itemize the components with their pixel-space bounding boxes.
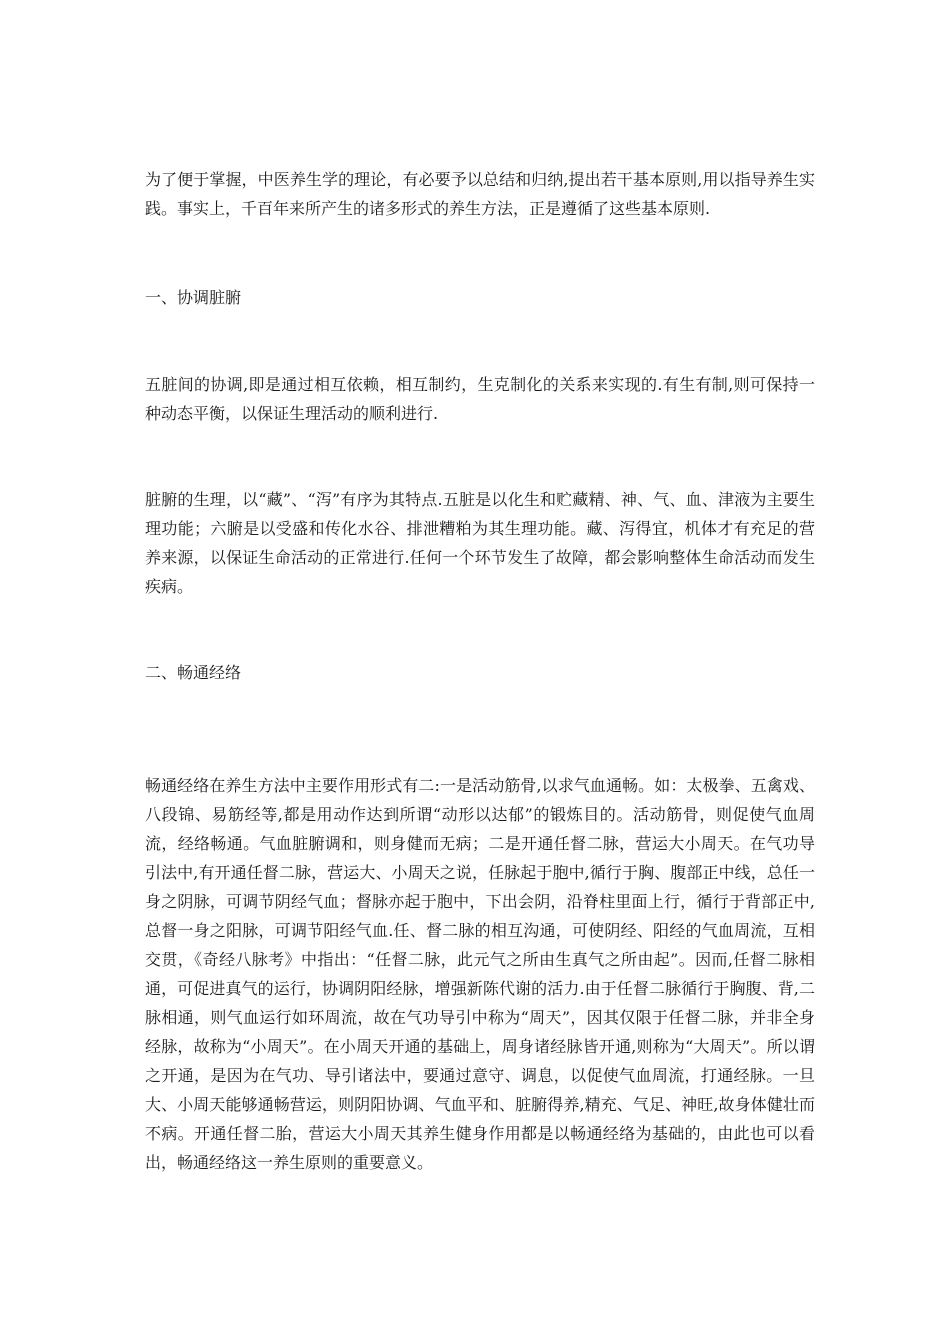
section1-paragraph-2: 脏腑的生理，以“藏”、“泻”有序为其特点.五脏是以化生和贮藏精、神、气、血、津液为主要生理功能；六腑是以受盛和传化水谷、排泄糟粕为其生理功能。藏、泻得宜，机体才有充足的营养来源，以保证生命活动的正常进行.任何一个环节发生了故障，都会影响整体生命活动而发生疾病。 (145, 490, 815, 596)
section-heading-coordinate-organs: 一、协调脏腑 (145, 288, 242, 307)
section-heading-unblock-meridians: 二、畅通经络 (145, 663, 242, 682)
section1-paragraph-1: 五脏间的协调,即是通过相互依赖，相互制约，生克制化的关系来实现的.有生有制,则可保持一种动态平衡，以保证生理活动的顺利进行. (145, 375, 815, 423)
section2-paragraph-1: 畅通经络在养生方法中主要作用形式有二:一是活动筋骨,以求气血通畅。如：太极拳、五禽戏、八段锦、易筋经等,都是用动作达到所谓“动形以达郁”的锻炼目的。活动筋骨，则促使气血周流，经络畅通。气血脏腑调和，则身健而无病；二是开通任督二脉，营运大小周天。在气功导引法中,有开通任督二脉，营运大、小周天之说，任脉起于胞中,循行于胸、腹部正中线，总任一身之阴脉，可调节阴经气血；督脉亦起于胞中，下出会阴，沿脊柱里面上行，循行于背部正中,总督一身之阳脉，可调节阳经气血.任、督二脉的相互沟通，可使阴经、阳经的气血周流，互相交贯，《奇经八脉考》中指出：“任督二脉，此元气之所由生真气之所由起”。因而,任督二脉相通，可促进真气的运行，协调阴阳经脉，增强新陈代谢的活力.由于任督二脉循行于胸腹、背,二脉相通，则气血运行如环周流，故在气功导引中称为“周天”，因其仅限于任督二脉，并非全身经脉，故称为“小周天”。在小周天开通的基础上，周身诸经脉皆开通,则称为“大周天”。所以谓之开通，是因为在气功、导引诸法中，要通过意守、调息，以促使气血周流，打通经脉。一旦大、小周天能够通畅营运，则阴阳协调、气血平和、脏腑得养,精充、气足、神旺,故身体健壮而不病。开通任督二胎，营运大小周天其养生健身作用都是以畅通经络为基础的，由此也可以看出，畅通经络这一养生原则的重要意义。 (145, 776, 815, 1172)
intro-paragraph: 为了便于掌握，中医养生学的理论，有必要予以总结和归纳,提出若干基本原则,用以指导养生实践。事实上，千百年来所产生的诸多形式的养生方法，正是遵循了这些基本原则. (145, 170, 815, 218)
